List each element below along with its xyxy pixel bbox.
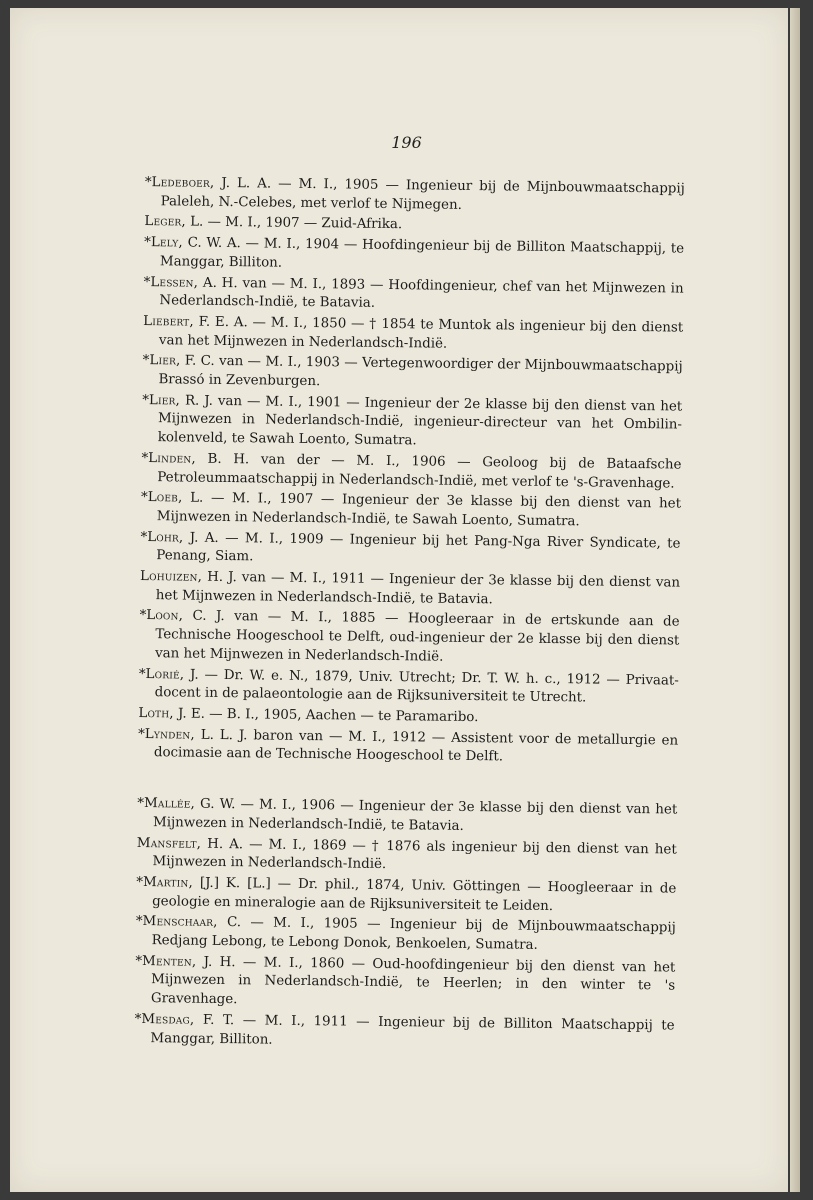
register-entry	[140, 568, 680, 612]
register-entry	[144, 234, 684, 278]
entry-surname: Lier,	[149, 353, 181, 369]
entry-details: F. C. van — M. I., 1903 — Vertegenwoordiger der Mijnbouwmaatschappij Brassó in Zevenburgen.	[158, 353, 683, 390]
register-entry	[136, 834, 676, 878]
page-edge	[790, 8, 800, 1192]
register-entry	[145, 174, 685, 218]
entry-details: G. W. — M. I., 1906 — Ingenieur der 3e klasse bij den dienst van het Mijnwezen in Nederlandsch-Indië, te Batavia.	[152, 796, 678, 834]
page-number: 196	[391, 133, 422, 152]
entry-surname: Mesdag,	[141, 1011, 195, 1028]
register-entry	[138, 726, 678, 770]
entry-details: B. H. van der — M. I., 1906 — Geoloog bij de Bataafsche Petroleummaatschappij in Nederlandsch-Indië, met verlof te 's-Gravenhage.	[157, 451, 682, 492]
entry-details: J. A. — M. I., 1909 — Ingenieur bij het Pang-Nga River Syndicate, te Penang, Siam.	[156, 530, 681, 565]
entries-group-m	[134, 795, 677, 1055]
entry-marker: *	[135, 953, 143, 969]
register-entry	[140, 529, 680, 573]
entries-group-l	[138, 174, 685, 770]
entry-surname: Menschaar,	[142, 914, 218, 931]
entry-surname: Lely,	[150, 235, 184, 251]
entry-surname: Lynden,	[144, 726, 195, 743]
entry-details: F. T. — M. I., 1911 — Ingenieur bij de Billiton Maatschappij te Manggar, Billiton.	[150, 1012, 675, 1048]
register-entry	[136, 874, 676, 918]
entry-surname: Lohuizen,	[139, 569, 203, 585]
entry-surname: Leger,	[144, 214, 186, 230]
entry-marker: *	[140, 490, 148, 506]
entry-details: C. W. A. — M. I., 1904 — Hoofdingenieur bij de Billiton Maatschappij, te Manggar, Billiton.	[159, 235, 685, 271]
entry-marker: *	[134, 1011, 142, 1027]
register-entry	[136, 913, 676, 957]
entry-details: J. E. — B. I., 1905, Aachen — te Paramaribo.	[173, 706, 479, 726]
entry-marker: *	[144, 174, 152, 191]
entry-surname: Loth,	[138, 705, 174, 722]
register-entry	[141, 489, 681, 533]
entry-marker: *	[140, 529, 148, 545]
entry-surname: Lessen,	[150, 274, 199, 291]
entry-surname: Linden,	[148, 450, 196, 467]
register-entry	[135, 953, 676, 1016]
entry-surname: Mansfelt,	[136, 835, 202, 852]
entry-surname: Lohr,	[147, 529, 184, 546]
entry-marker: *	[142, 353, 150, 369]
entry-marker: *	[142, 392, 150, 408]
entry-surname: Lorié,	[145, 666, 185, 683]
entry-details: J. H. — M. I., 1860 — Oud-hoofdingenieur bij den dienst van het Mijnwezen in Nederlandsch-Indië, te Heerlen; in den winter te 's Gravenhage.	[150, 954, 676, 1008]
register-entry	[134, 1011, 674, 1055]
entry-details: J. L. A. — M. I., 1905 — Ingenieur bij de Mijnbouwmaatschappij Paleleh, N.-Celebes, met verlof te Nijmegen.	[160, 175, 685, 213]
entry-surname: Martin,	[142, 874, 194, 891]
entry-details: C. J. van — M. I., 1885 — Hoogleeraar in de ertskunde aan de Technische Hoogeschool te Delft, oud-ingenieur der 2e klasse bij den dienst van het Mijnwezen in Nederlandsch-Indië.	[155, 608, 680, 665]
entry-marker: *	[139, 608, 147, 624]
entry-marker: *	[144, 235, 151, 251]
register-entry	[139, 607, 680, 670]
entry-details: L. — M. I., 1907 — Zuid-Afrika.	[185, 214, 403, 233]
entry-surname: Loeb,	[147, 490, 183, 506]
register-entries	[134, 174, 685, 1057]
entry-surname: Ledeboer,	[151, 175, 215, 191]
entry-details: R. J. van — M. I., 1901 — Ingenieur der 2e klasse bij den dienst van het Mijnwezen in Nederlandsch-Indië, ingenieur-directeur van het Ombilin-kolenveld, te Sawah Loento, Sumatra.	[157, 393, 683, 449]
entry-marker: *	[138, 726, 145, 742]
register-entry	[143, 274, 683, 318]
entry-surname: Loon,	[146, 608, 184, 624]
entry-marker: *	[137, 796, 145, 812]
entry-marker: *	[138, 666, 146, 682]
entry-details: C. — M. I., 1905 — Ingenieur bij de Mijnbouwmaatschappij Redjang Lebong, te Lebong Donok, Benkoelen, Sumatra.	[151, 915, 676, 953]
entry-surname: Mallée,	[143, 796, 196, 812]
register-entry	[143, 313, 683, 357]
register-entry	[142, 352, 682, 396]
entry-details: [J.] K. [L.] — Dr. phil., 1874, Univ. Göttingen — Hoogleeraar in de geologie en mineralogie aan de Rijksuniversiteit te Leiden.	[152, 875, 677, 914]
entry-details: H. A. — M. I., 1869 — † 1876 als ingenieur bij den dienst van het Mijnwezen in Nederlandsch-Indië.	[152, 836, 677, 873]
entry-marker: *	[143, 274, 151, 290]
entry-details: A. H. van — M. I., 1893 — Hoofdingenieur, chef van het Mijnwezen in Nederlandsch-Indië, te Batavia.	[159, 275, 684, 312]
register-entry	[139, 666, 679, 710]
entry-surname: Menten,	[141, 953, 197, 970]
register-entry	[137, 795, 677, 839]
entry-details: J. — Dr. W. e. N., 1879, Univ. Utrecht; Dr. T. W. h. c., 1912 — Privaat-docent in de palaeontologie aan de Rijksuniversiteit te Utrecht.	[154, 667, 679, 706]
entry-details: L. — M. I., 1907 — Ingenieur der 3e klasse bij den dienst van het Mijnwezen in Nederlandsch-Indië, te Sawah Loento, Sumatra.	[156, 490, 682, 530]
entry-details: H. J. van — M. I., 1911 — Ingenieur der 3e klasse bij den dienst van het Mijnwezen in Nederlandsch-Indië, te Batavia.	[155, 569, 681, 608]
entry-details: L. L. J. baron van — M. I., 1912 — Assistent voor de metallurgie en docimasie aan de Technische Hoogeschool te Delft.	[153, 727, 679, 765]
entry-surname: Liebert,	[143, 313, 194, 330]
entry-marker: *	[136, 874, 144, 890]
register-entry	[142, 392, 683, 455]
register-entry	[141, 450, 681, 494]
entry-details: F. E. A. — M. I., 1850 — † 1854 te Muntok als ingenieur bij den dienst van het Mijnwezen in Nederlandsch-Indië.	[158, 314, 684, 352]
entry-surname: Lier,	[148, 392, 181, 409]
entry-marker: *	[141, 450, 149, 466]
entry-marker: *	[135, 914, 143, 930]
